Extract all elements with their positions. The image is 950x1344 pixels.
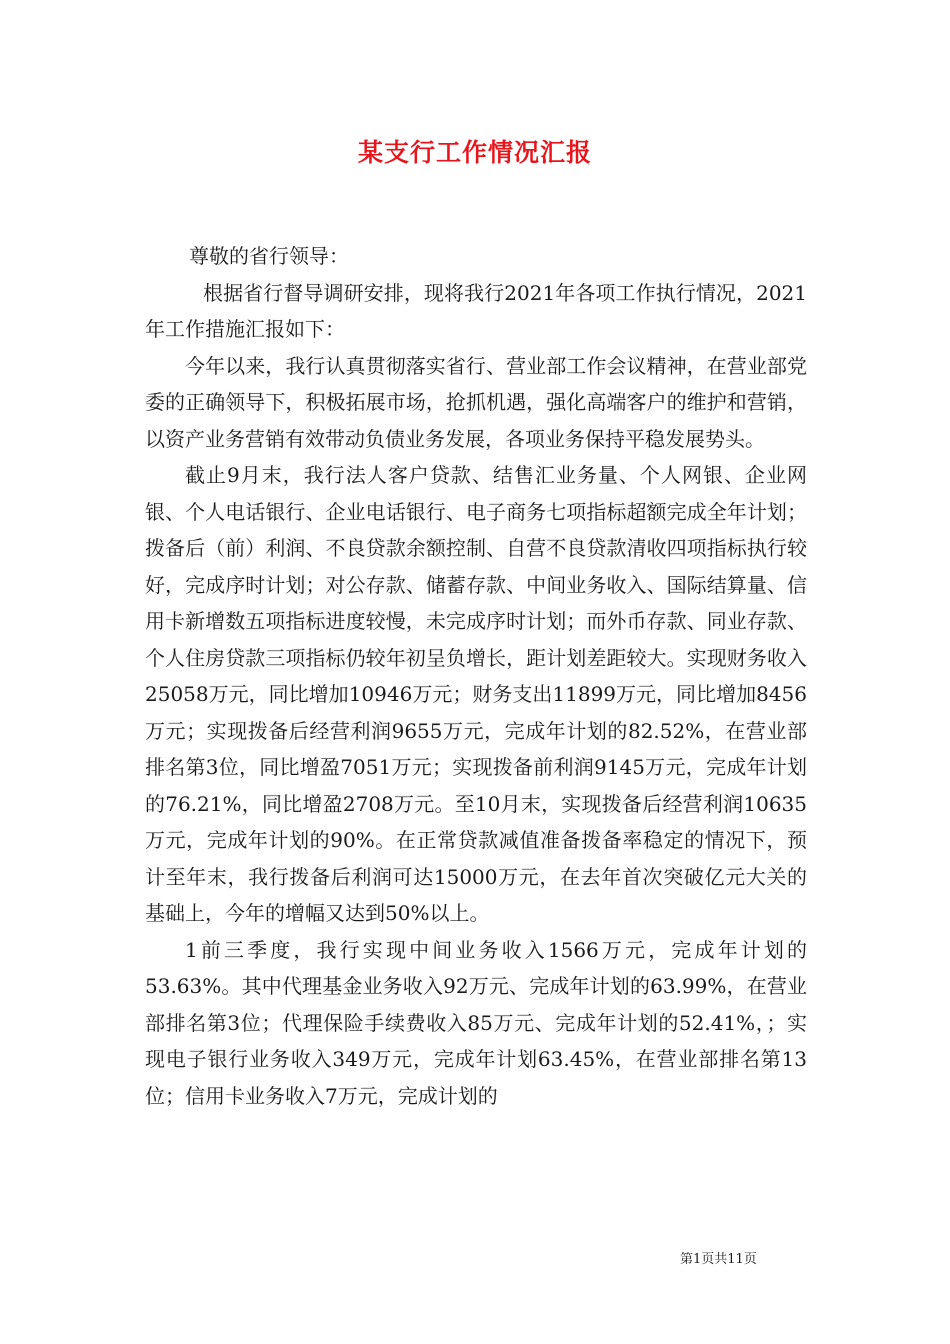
document-body	[145, 238, 807, 1114]
paragraph: 根据省行督导调研安排，现将我行2021年各项工作执行情况，2021年工作措施汇报如下：	[145, 280, 807, 341]
paragraph: 今年以来，我行认真贯彻落实省行、营业部工作会议精神，在营业部党委的正确领导下，积极拓展市场，抢抓机遇，强化高端客户的维护和营销，以资产业务营销有效带动负债业务发展，各项业务保持平稳发展势头。	[145, 353, 807, 451]
paragraph: 截止9月末，我行法人客户贷款、结售汇业务量、个人网银、企业网银、个人电话银行、企业电话银行、电子商务七项指标超额完成全年计划；拨备后（前）利润、不良贷款余额控制、自营不良贷款清收四项指标执行较好，完成序时计划；对公存款、储蓄存款、中间业务收入、国际结算量、信用卡新增数五项指标进度较慢，未完成序时计划；而外币存款、同业存款、个人住房贷款三项指标仍较年初呈负增长，距计划差距较大。实现财务收入25058万元，同比增加10946万元；财务支出11899万元，同比增加8456万元；实现拨备后经营利润9655万元，完成年计划的82.52%，在营业部排名第3位，同比增盈7051万元；实现拨备前利润9145万元，完成年计划的76.21%，同比增盈2708万元。至10月末，实现拨备后经营利润10635万元，完成年计划的90%。在正常贷款减值准备拨备率稳定的情况下，预计至年末，我行拨备后利润可达15000万元，在去年首次突破亿元大关的基础上，今年的增幅又达到50%以上。	[145, 463, 807, 925]
page-number: 第1页共11页	[680, 1252, 757, 1267]
document-title: 某支行工作情况汇报	[357, 138, 592, 167]
paragraph: 1前三季度，我行实现中间业务收入1566万元，完成年计划的53.63%。其中代理基金业务收入92万元、完成年计划的63.99%，在营业部排名第3位；代理保险手续费收入85万元、完成年计划的52.41%，；实现电子银行业务收入349万元，完成年计划63.45%，在营业部排名第13位；信用卡业务收入7万元，完成计划的	[145, 937, 807, 1108]
salutation: 尊敬的省行领导：	[189, 244, 349, 268]
